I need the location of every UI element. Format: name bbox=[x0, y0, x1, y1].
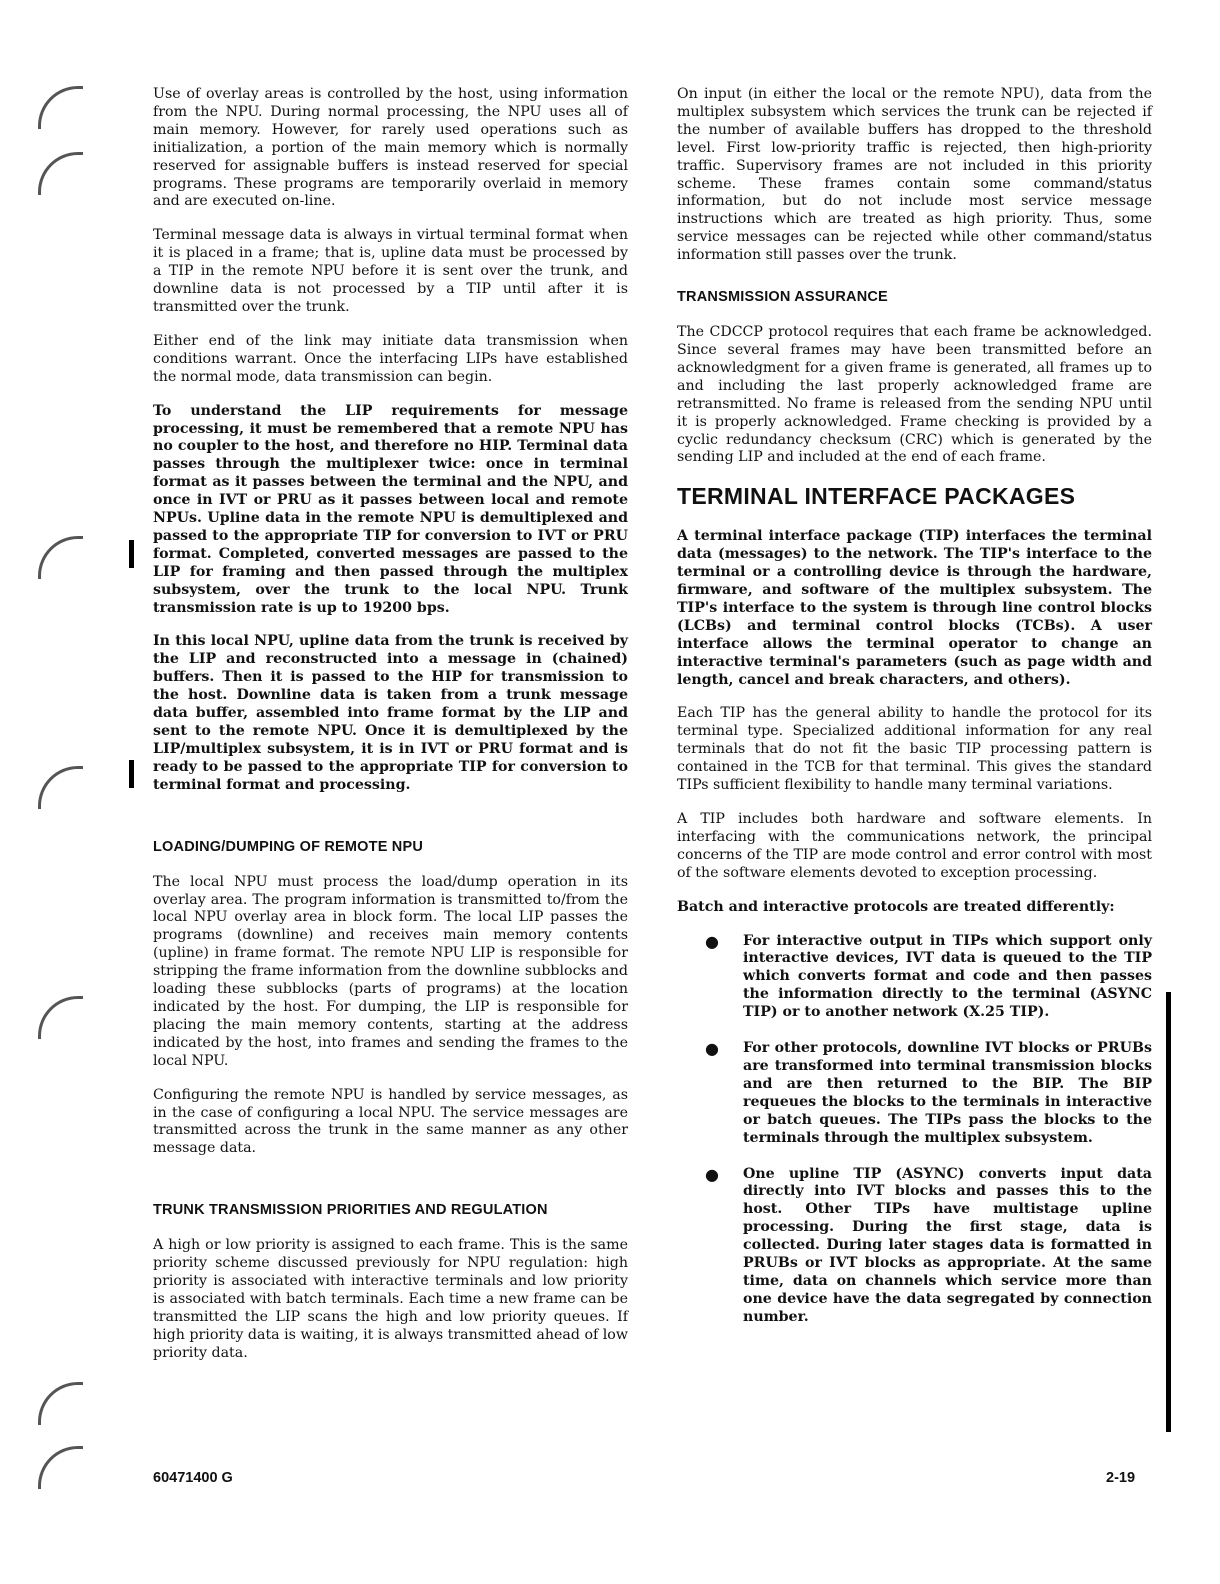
binder-hole-mark bbox=[38, 996, 83, 1039]
change-bar bbox=[129, 760, 134, 788]
binder-hole-mark bbox=[38, 1446, 83, 1489]
bullet-list bbox=[677, 933, 1152, 1327]
paragraph-tip-ability: Each TIP has the general ability to handle the protocol for its terminal type. Specialized additional information for any real terminals that do not fit the basic TIP processing pattern is contained in the TCB for that terminal. This gives the standard TIPs sufficient flexibility to handle many terminal variations. bbox=[677, 705, 1152, 794]
change-bar bbox=[1166, 992, 1171, 1432]
change-bar bbox=[129, 540, 134, 568]
paragraph-virtual-terminal-format: Terminal message data is always in virtual terminal format when it is placed in a frame; that is, upline data must be processed by a TIP in the remote NPU before it is sent over the trunk, and downline data is not processed by a TIP until after it is transmitted over the trunk. bbox=[153, 227, 628, 315]
bullet-icon: ● bbox=[705, 931, 719, 951]
paragraph-lip-requirements: To understand the LIP requirements for message processing, it must be remembered that a remote NPU has no coupler to the host, and therefore no HIP. Terminal data passes through the multiplexer twice: once in terminal format as it passes between the terminal and the NPU, and once in IVT or PRU as it passes between local and remote NPUs. Upline data in the remote NPU is demultiplexed and passed to the appropriate TIP for conversion to IVT or PRU format. Completed, converted messages are passed to the LIP for framing and then passed through the multiplex subsystem, over the trunk to the local NPU. Trunk transmission rate is up to 19200 bps. bbox=[153, 402, 628, 616]
list-item: ● One upline TIP (ASYNC) converts input data directly into IVT blocks and passes this to the host. Other TIPs have multistage upline processing. During the first stage, data is collected. During later stages data is formatted in PRUBs or IVT blocks as appropriate. At the same time, data on channels which service more than one device have the data segregated by connection number. bbox=[705, 1164, 1152, 1325]
paragraph-cdccp-protocol: The CDCCP protocol requires that each frame be acknowledged. Since several frames may have been transmitted before an acknowledgment for a given frame is generated, all frames up to and including the last properly acknowledged frame are retransmitted. No frame is released from the sending NPU until it is properly acknowledged. Frame checking is provided by a cyclic redundancy checksum (CRC) which is generated by the sending LIP and included at the end of each frame. bbox=[677, 324, 1152, 466]
paragraph-configuring-remote: Configuring the remote NPU is handled by service messages, as in the case of configuring a local NPU. The service messages are transmitted across the trunk in the same manner as any other message data. bbox=[153, 1086, 628, 1157]
paragraph-link-initiation: Either end of the link may initiate data transmission when conditions warrant. Once the interfacing LIPs have established the normal mode, data transmission can begin. bbox=[153, 332, 628, 385]
binder-hole-mark bbox=[38, 766, 83, 809]
heading-trunk-priorities: TRUNK TRANSMISSION PRIORITIES AND REGULATION bbox=[153, 1202, 548, 1219]
heading-loading-dumping: LOADING/DUMPING OF REMOTE NPU bbox=[153, 838, 424, 855]
heading-transmission-assurance: TRANSMISSION ASSURANCE bbox=[677, 289, 888, 306]
paragraph-load-dump: The local NPU must process the load/dump operation in its overlay area. The program information is transmitted to/from the local NPU overlay area in block form. The local LIP passes the programs (downline) and receives main memory contents (upline) in frame format. The remote NPU LIP is responsible for stripping the frame information from the downline subblocks and loading these subblocks (parts of programs) at the location indicated by the host. For dumping, the LIP is responsible for placing the main memory contents, starting at the address indicated by the host, into frames and sending the frames to the local NPU. bbox=[153, 873, 628, 1069]
left-column bbox=[153, 86, 628, 1379]
bullet-icon: ● bbox=[705, 1164, 719, 1184]
list-item: ● For interactive output in TIPs which support only interactive devices, IVT data is queued to the TIP which converts format and code and then passes the information directly to the terminal (ASYNC TIP) or to another network (X.25 TIP). bbox=[705, 931, 1152, 1021]
footer-doc-number: 60471400 G bbox=[153, 1470, 233, 1486]
heading-terminal-interface-packages: TERMINAL INTERFACE PACKAGES bbox=[677, 483, 1076, 510]
binder-hole-mark bbox=[38, 536, 83, 579]
paragraph-tip-elements: A TIP includes both hardware and software elements. In interfacing with the communications network, the principal concerns of the TIP are mode control and error control with most of the software elements devoted to exception processing. bbox=[677, 811, 1152, 881]
binder-hole-mark bbox=[38, 1382, 83, 1425]
bullet-icon: ● bbox=[705, 1039, 719, 1059]
binder-hole-mark bbox=[38, 152, 83, 195]
paragraph-input-rejection: On input (in either the local or the remote NPU), data from the multiplex subsystem which services the trunk can be rejected if the number of available buffers has dropped to the threshold level. First low-priority traffic is rejected, then high-priority traffic. Supervisory frames are not included in this priority scheme. These frames contain some command/status information, but do not include most service message instructions which are treated as high priority. Thus, some service messages can be rejected while other command/status information still passes over the trunk. bbox=[677, 86, 1152, 264]
paragraph-local-npu: In this local NPU, upline data from the trunk is received by the LIP and reconstructed into a message in (chained) buffers. Then it is passed to the HIP for transmission to the host. Downline data is taken from a trunk message data buffer, assembled into frame format by the LIP and sent to the remote NPU. Once it is demultiplexed by the LIP/multiplex subsystem, it is in IVT or PRU format and is ready to be passed to the appropriate TIP for conversion to terminal format and processing. bbox=[153, 633, 628, 793]
paragraph-tip-intro: A terminal interface package (TIP) interfaces the terminal data (messages) to the network. The TIP's interface to the terminal or a controlling device is through the hardware, firmware, and software of the multiplex subsystem. The TIP's interface to the system is through line control blocks (LCBs) and terminal control blocks (TCBs). A user interface allows the terminal operator to change an interactive terminal's parameters (such as page width and length, cancel and break characters, and others). bbox=[677, 528, 1152, 688]
binder-hole-mark bbox=[38, 86, 83, 129]
footer-page-number: 2-19 bbox=[1106, 1470, 1136, 1486]
list-item: ● For other protocols, downline IVT blocks or PRUBs are transformed into terminal transmission blocks and are then returned to the BIP. The BIP requeues the blocks to the terminals in interactive or batch queues. The TIPs pass the blocks to the terminals through the multiplex subsystem. bbox=[705, 1039, 1152, 1146]
paragraph-batch-interactive: Batch and interactive protocols are treated differently: bbox=[677, 898, 1115, 915]
paragraph-priority-scheme: A high or low priority is assigned to each frame. This is the same priority scheme discussed previously for NPU regulation: high priority is associated with interactive terminals and low priority is associated with batch terminals. Each time a new frame can be transmitted the LIP scans the high and low priority queues. If high priority data is waiting, it is always transmitted ahead of low priority data. bbox=[153, 1237, 628, 1361]
right-column bbox=[677, 86, 1152, 1345]
paragraph-overlay-areas: Use of overlay areas is controlled by the host, using information from the NPU. During normal processing, the NPU uses all of main memory. However, for rarely used operations such as initialization, a portion of the main memory which is normally reserved for assignable buffers is instead reserved for special programs. These programs are temporarily overlaid in memory and are executed on-line. bbox=[153, 86, 628, 210]
